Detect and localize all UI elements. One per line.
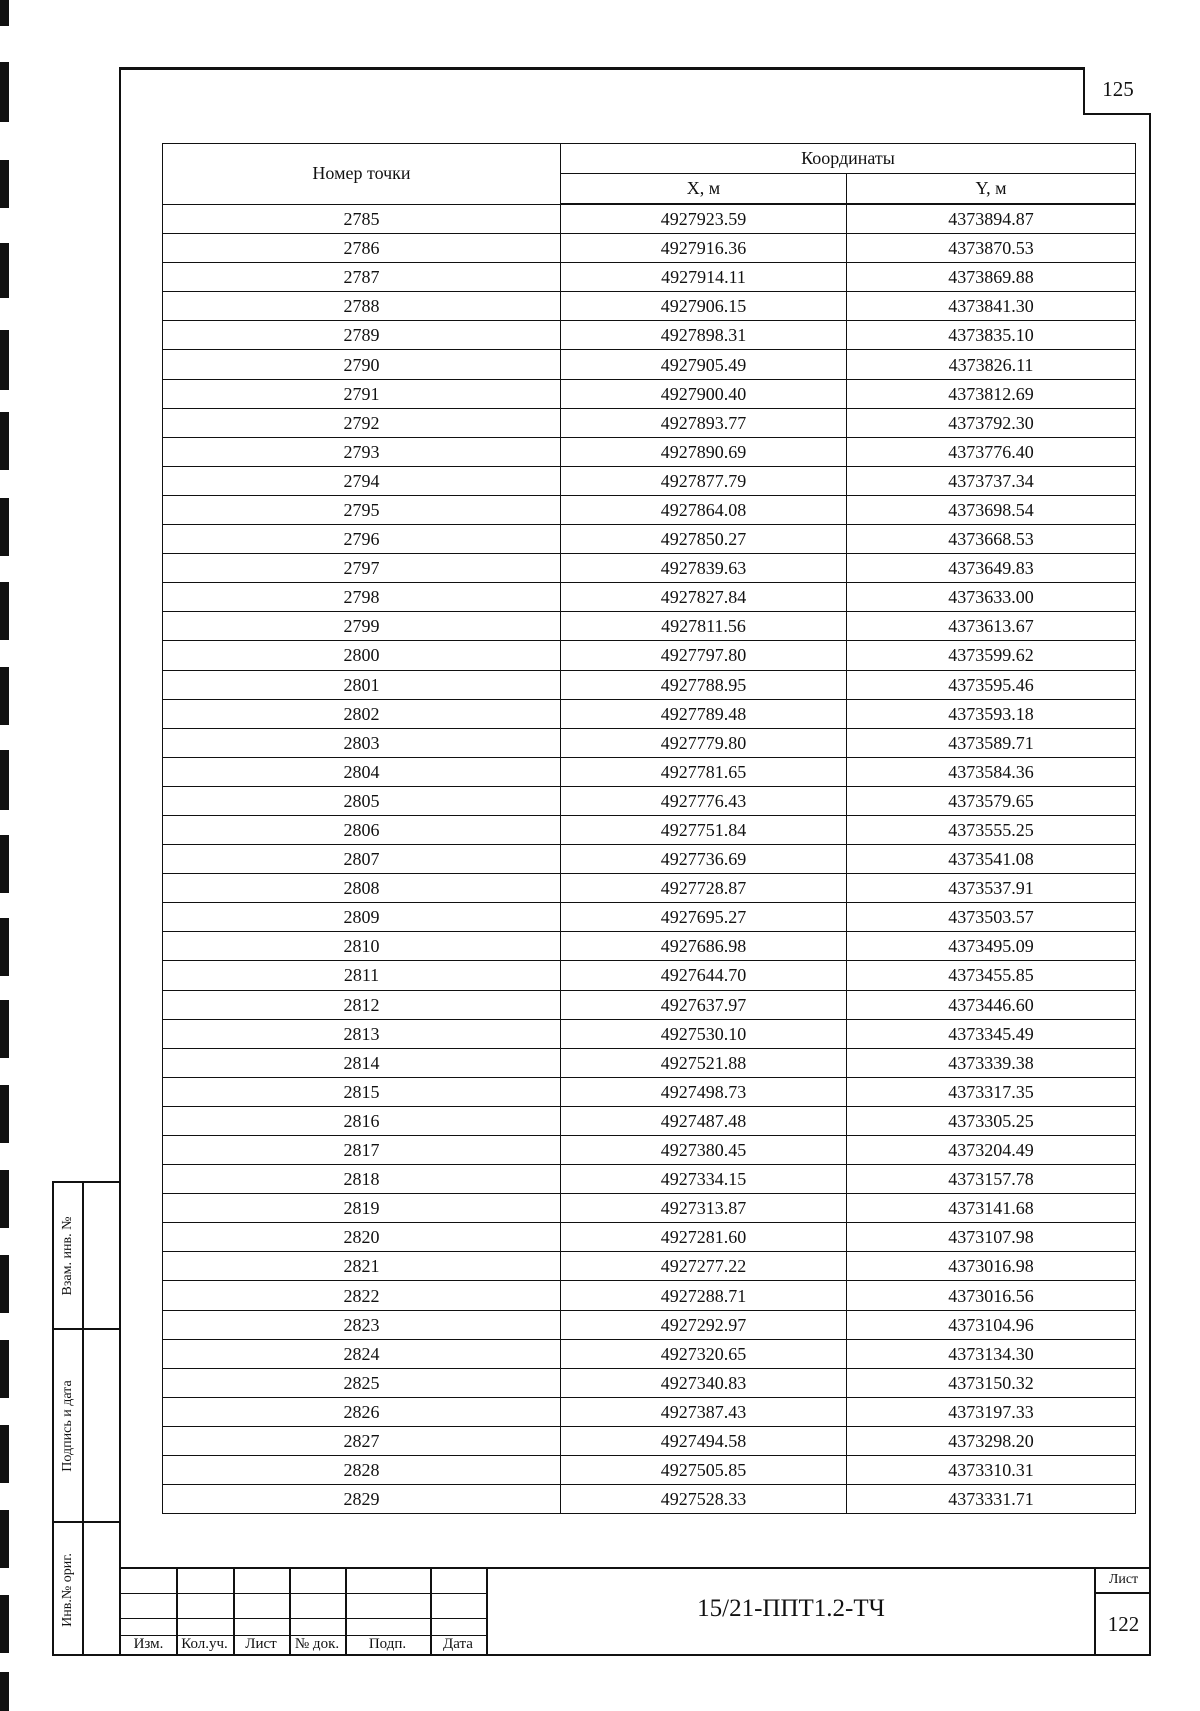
table-row xyxy=(163,961,1136,990)
x-coordinate-cell: 4927637.97 xyxy=(561,990,847,1019)
binding-mark xyxy=(0,918,9,976)
point-number-cell: 2820 xyxy=(163,1223,561,1252)
x-coordinate-cell: 4927781.65 xyxy=(561,757,847,786)
point-number-cell: 2807 xyxy=(163,845,561,874)
point-number-cell: 2828 xyxy=(163,1456,561,1485)
table-row xyxy=(163,1310,1136,1339)
y-coordinate-cell: 4373698.54 xyxy=(847,495,1136,524)
coordinates-table-body xyxy=(163,204,1136,1514)
y-coordinate-cell: 4373593.18 xyxy=(847,699,1136,728)
y-coordinate-cell: 4373134.30 xyxy=(847,1339,1136,1368)
point-number-cell: 2801 xyxy=(163,670,561,699)
binding-mark xyxy=(0,835,9,893)
x-coordinate-cell: 4927827.84 xyxy=(561,583,847,612)
x-coordinate-cell: 4927890.69 xyxy=(561,437,847,466)
point-number-cell: 2813 xyxy=(163,1019,561,1048)
point-number-cell: 2814 xyxy=(163,1048,561,1077)
y-coordinate-cell: 4373107.98 xyxy=(847,1223,1136,1252)
table-row xyxy=(163,990,1136,1019)
y-coordinate-cell: 4373595.46 xyxy=(847,670,1136,699)
x-coordinate-cell: 4927686.98 xyxy=(561,932,847,961)
sheet-box xyxy=(1094,1567,1151,1656)
point-number-cell: 2800 xyxy=(163,641,561,670)
x-coordinate-cell: 4927387.43 xyxy=(561,1397,847,1426)
x-coordinate-cell: 4927728.87 xyxy=(561,874,847,903)
x-coordinate-cell: 4927905.49 xyxy=(561,350,847,379)
y-coordinate-cell: 4373589.71 xyxy=(847,728,1136,757)
y-coordinate-cell: 4373870.53 xyxy=(847,234,1136,263)
y-coordinate-cell: 4373541.08 xyxy=(847,845,1136,874)
y-coordinate-cell: 4373649.83 xyxy=(847,554,1136,583)
point-number-cell: 2790 xyxy=(163,350,561,379)
y-coordinate-cell: 4373141.68 xyxy=(847,1194,1136,1223)
y-coordinate-cell: 4373298.20 xyxy=(847,1426,1136,1455)
title-block-grid xyxy=(119,1567,486,1656)
header-coordinates: Координаты xyxy=(561,144,1136,174)
table-row xyxy=(163,1485,1136,1514)
y-coordinate-cell: 4373894.87 xyxy=(847,204,1136,234)
x-coordinate-cell: 4927313.87 xyxy=(561,1194,847,1223)
document-code: 15/21-ППТ1.2-ТЧ xyxy=(486,1569,1094,1656)
binding-mark xyxy=(0,1510,9,1568)
x-coordinate-cell: 4927530.10 xyxy=(561,1019,847,1048)
x-coordinate-cell: 4927914.11 xyxy=(561,263,847,292)
point-number-cell: 2827 xyxy=(163,1426,561,1455)
x-coordinate-cell: 4927923.59 xyxy=(561,204,847,234)
x-coordinate-cell: 4927877.79 xyxy=(561,466,847,495)
y-coordinate-cell: 4373150.32 xyxy=(847,1368,1136,1397)
point-number-cell: 2788 xyxy=(163,292,561,321)
x-coordinate-cell: 4927751.84 xyxy=(561,815,847,844)
binding-mark xyxy=(0,1672,9,1711)
x-coordinate-cell: 4927281.60 xyxy=(561,1223,847,1252)
x-coordinate-cell: 4927788.95 xyxy=(561,670,847,699)
side-label-inv-orig: Инв.№ ориг. xyxy=(60,1552,75,1627)
table-row xyxy=(163,234,1136,263)
table-row xyxy=(163,1339,1136,1368)
table-row xyxy=(163,1252,1136,1281)
y-coordinate-cell: 4373668.53 xyxy=(847,525,1136,554)
x-coordinate-cell: 4927864.08 xyxy=(561,495,847,524)
table-row xyxy=(163,1456,1136,1485)
x-coordinate-cell: 4927644.70 xyxy=(561,961,847,990)
table-row xyxy=(163,292,1136,321)
x-coordinate-cell: 4927494.58 xyxy=(561,1426,847,1455)
y-coordinate-cell: 4373792.30 xyxy=(847,408,1136,437)
binding-mark xyxy=(0,160,9,208)
y-coordinate-cell: 4373305.25 xyxy=(847,1106,1136,1135)
y-coordinate-cell: 4373599.62 xyxy=(847,641,1136,670)
table-row xyxy=(163,932,1136,961)
side-label-podpis-data: Подпись и дата xyxy=(60,1379,75,1472)
side-cell-podpis-data xyxy=(54,1330,121,1523)
point-number-cell: 2793 xyxy=(163,437,561,466)
table-row xyxy=(163,495,1136,524)
x-coordinate-cell: 4927811.56 xyxy=(561,612,847,641)
table-row xyxy=(163,204,1136,234)
table-row xyxy=(163,554,1136,583)
header-point-number: Номер точки xyxy=(163,144,561,205)
table-row xyxy=(163,728,1136,757)
point-number-cell: 2805 xyxy=(163,786,561,815)
x-coordinate-cell: 4927695.27 xyxy=(561,903,847,932)
y-coordinate-cell: 4373157.78 xyxy=(847,1165,1136,1194)
y-coordinate-cell: 4373835.10 xyxy=(847,321,1136,350)
point-number-cell: 2817 xyxy=(163,1136,561,1165)
table-row xyxy=(163,466,1136,495)
y-coordinate-cell: 4373016.98 xyxy=(847,1252,1136,1281)
binding-mark xyxy=(0,1170,9,1228)
x-coordinate-cell: 4927779.80 xyxy=(561,728,847,757)
table-row xyxy=(163,263,1136,292)
sheet-number: 122 xyxy=(1107,1612,1140,1636)
point-number-cell: 2816 xyxy=(163,1106,561,1135)
table-row xyxy=(163,1048,1136,1077)
x-coordinate-cell: 4927340.83 xyxy=(561,1368,847,1397)
x-coordinate-cell: 4927789.48 xyxy=(561,699,847,728)
point-number-cell: 2792 xyxy=(163,408,561,437)
y-coordinate-cell: 4373776.40 xyxy=(847,437,1136,466)
table-row xyxy=(163,379,1136,408)
point-number-cell: 2808 xyxy=(163,874,561,903)
x-coordinate-cell: 4927776.43 xyxy=(561,786,847,815)
table-row xyxy=(163,1223,1136,1252)
side-stamp xyxy=(52,1181,119,1656)
point-number-cell: 2809 xyxy=(163,903,561,932)
col-podp: Подп. xyxy=(368,1636,407,1652)
binding-mark xyxy=(0,330,9,390)
y-coordinate-cell: 4373537.91 xyxy=(847,874,1136,903)
point-number-cell: 2795 xyxy=(163,495,561,524)
y-coordinate-cell: 4373339.38 xyxy=(847,1048,1136,1077)
point-number-cell: 2823 xyxy=(163,1310,561,1339)
point-number-cell: 2815 xyxy=(163,1077,561,1106)
binding-mark xyxy=(0,1425,9,1483)
table-row xyxy=(163,1077,1136,1106)
x-coordinate-cell: 4927900.40 xyxy=(561,379,847,408)
y-coordinate-cell: 4373331.71 xyxy=(847,1485,1136,1514)
point-number-cell: 2803 xyxy=(163,728,561,757)
binding-mark xyxy=(0,62,9,122)
top-page-number: 125 xyxy=(1083,67,1151,115)
x-coordinate-cell: 4927292.97 xyxy=(561,1310,847,1339)
y-coordinate-cell: 4373204.49 xyxy=(847,1136,1136,1165)
point-number-cell: 2798 xyxy=(163,583,561,612)
point-number-cell: 2810 xyxy=(163,932,561,961)
y-coordinate-cell: 4373345.49 xyxy=(847,1019,1136,1048)
point-number-cell: 2804 xyxy=(163,757,561,786)
x-coordinate-cell: 4927893.77 xyxy=(561,408,847,437)
point-number-cell: 2822 xyxy=(163,1281,561,1310)
binding-mark xyxy=(0,1340,9,1398)
side-cell-vzam-inv xyxy=(54,1183,121,1330)
x-coordinate-cell: 4927380.45 xyxy=(561,1136,847,1165)
y-coordinate-cell: 4373869.88 xyxy=(847,263,1136,292)
y-coordinate-cell: 4373613.67 xyxy=(847,612,1136,641)
x-coordinate-cell: 4927320.65 xyxy=(561,1339,847,1368)
x-coordinate-cell: 4927521.88 xyxy=(561,1048,847,1077)
point-number-cell: 2789 xyxy=(163,321,561,350)
coordinates-table xyxy=(162,143,1136,1514)
x-coordinate-cell: 4927498.73 xyxy=(561,1077,847,1106)
y-coordinate-cell: 4373503.57 xyxy=(847,903,1136,932)
table-row xyxy=(163,1397,1136,1426)
point-number-cell: 2787 xyxy=(163,263,561,292)
x-coordinate-cell: 4927916.36 xyxy=(561,234,847,263)
x-coordinate-cell: 4927906.15 xyxy=(561,292,847,321)
point-number-cell: 2796 xyxy=(163,525,561,554)
table-row xyxy=(163,670,1136,699)
table-row xyxy=(163,757,1136,786)
x-coordinate-cell: 4927850.27 xyxy=(561,525,847,554)
binding-mark xyxy=(0,498,9,556)
binding-mark xyxy=(0,243,9,298)
point-number-cell: 2791 xyxy=(163,379,561,408)
y-coordinate-cell: 4373826.11 xyxy=(847,350,1136,379)
y-coordinate-cell: 4373455.85 xyxy=(847,961,1136,990)
y-coordinate-cell: 4373812.69 xyxy=(847,379,1136,408)
table-row xyxy=(163,350,1136,379)
table-row xyxy=(163,1136,1136,1165)
binding-mark xyxy=(0,1595,9,1653)
col-kol-uch: Кол.уч. xyxy=(181,1636,228,1652)
binding-mark xyxy=(0,1255,9,1313)
point-number-cell: 2829 xyxy=(163,1485,561,1514)
y-coordinate-cell: 4373737.34 xyxy=(847,466,1136,495)
table-row xyxy=(163,699,1136,728)
y-coordinate-cell: 4373446.60 xyxy=(847,990,1136,1019)
x-coordinate-cell: 4927277.22 xyxy=(561,1252,847,1281)
table-row xyxy=(163,1426,1136,1455)
point-number-cell: 2802 xyxy=(163,699,561,728)
table-row xyxy=(163,815,1136,844)
title-block xyxy=(119,1567,1151,1656)
x-coordinate-cell: 4927736.69 xyxy=(561,845,847,874)
x-coordinate-cell: 4927288.71 xyxy=(561,1281,847,1310)
table-row xyxy=(163,903,1136,932)
table-row xyxy=(163,1019,1136,1048)
point-number-cell: 2786 xyxy=(163,234,561,263)
table-row xyxy=(163,321,1136,350)
y-coordinate-cell: 4373555.25 xyxy=(847,815,1136,844)
table-row xyxy=(163,437,1136,466)
x-coordinate-cell: 4927334.15 xyxy=(561,1165,847,1194)
table-row xyxy=(163,845,1136,874)
table-row xyxy=(163,1106,1136,1135)
y-coordinate-cell: 4373016.56 xyxy=(847,1281,1136,1310)
point-number-cell: 2825 xyxy=(163,1368,561,1397)
table-row xyxy=(163,1194,1136,1223)
binding-mark xyxy=(0,667,9,725)
point-number-cell: 2821 xyxy=(163,1252,561,1281)
y-coordinate-cell: 4373841.30 xyxy=(847,292,1136,321)
side-cell-inv-orig xyxy=(54,1523,121,1656)
binding-mark xyxy=(0,750,9,810)
point-number-cell: 2799 xyxy=(163,612,561,641)
col-izm: Изм. xyxy=(133,1636,164,1652)
x-coordinate-cell: 4927505.85 xyxy=(561,1456,847,1485)
table-row xyxy=(163,1281,1136,1310)
table-row xyxy=(163,1368,1136,1397)
y-coordinate-cell: 4373104.96 xyxy=(847,1310,1136,1339)
binding-mark xyxy=(0,1085,9,1143)
table-row xyxy=(163,408,1136,437)
x-coordinate-cell: 4927487.48 xyxy=(561,1106,847,1135)
point-number-cell: 2811 xyxy=(163,961,561,990)
x-coordinate-cell: 4927839.63 xyxy=(561,554,847,583)
y-coordinate-cell: 4373584.36 xyxy=(847,757,1136,786)
table-row xyxy=(163,874,1136,903)
col-date: Дата xyxy=(443,1636,473,1652)
table-row xyxy=(163,641,1136,670)
point-number-cell: 2812 xyxy=(163,990,561,1019)
x-coordinate-cell: 4927528.33 xyxy=(561,1485,847,1514)
y-coordinate-cell: 4373197.33 xyxy=(847,1397,1136,1426)
binding-mark xyxy=(0,582,9,640)
binding-mark xyxy=(0,412,9,470)
y-coordinate-cell: 4373633.00 xyxy=(847,583,1136,612)
y-coordinate-cell: 4373579.65 xyxy=(847,786,1136,815)
table-row xyxy=(163,583,1136,612)
header-x: X, м xyxy=(561,174,847,205)
table-row xyxy=(163,525,1136,554)
x-coordinate-cell: 4927898.31 xyxy=(561,321,847,350)
point-number-cell: 2824 xyxy=(163,1339,561,1368)
side-label-vzam-inv: Взам. инв. № xyxy=(60,1216,75,1295)
table-row xyxy=(163,1165,1136,1194)
x-coordinate-cell: 4927797.80 xyxy=(561,641,847,670)
point-number-cell: 2819 xyxy=(163,1194,561,1223)
col-doc-no: № док. xyxy=(294,1636,340,1652)
y-coordinate-cell: 4373495.09 xyxy=(847,932,1136,961)
point-number-cell: 2826 xyxy=(163,1397,561,1426)
col-list: Лист xyxy=(245,1636,277,1652)
point-number-cell: 2785 xyxy=(163,204,561,234)
binding-mark xyxy=(0,1000,9,1058)
point-number-cell: 2797 xyxy=(163,554,561,583)
binding-mark xyxy=(0,0,9,26)
point-number-cell: 2794 xyxy=(163,466,561,495)
point-number-cell: 2818 xyxy=(163,1165,561,1194)
point-number-cell: 2806 xyxy=(163,815,561,844)
sheet-label: Лист xyxy=(1096,1567,1151,1594)
y-coordinate-cell: 4373310.31 xyxy=(847,1456,1136,1485)
table-row xyxy=(163,786,1136,815)
table-row xyxy=(163,612,1136,641)
header-y: Y, м xyxy=(847,174,1136,205)
y-coordinate-cell: 4373317.35 xyxy=(847,1077,1136,1106)
